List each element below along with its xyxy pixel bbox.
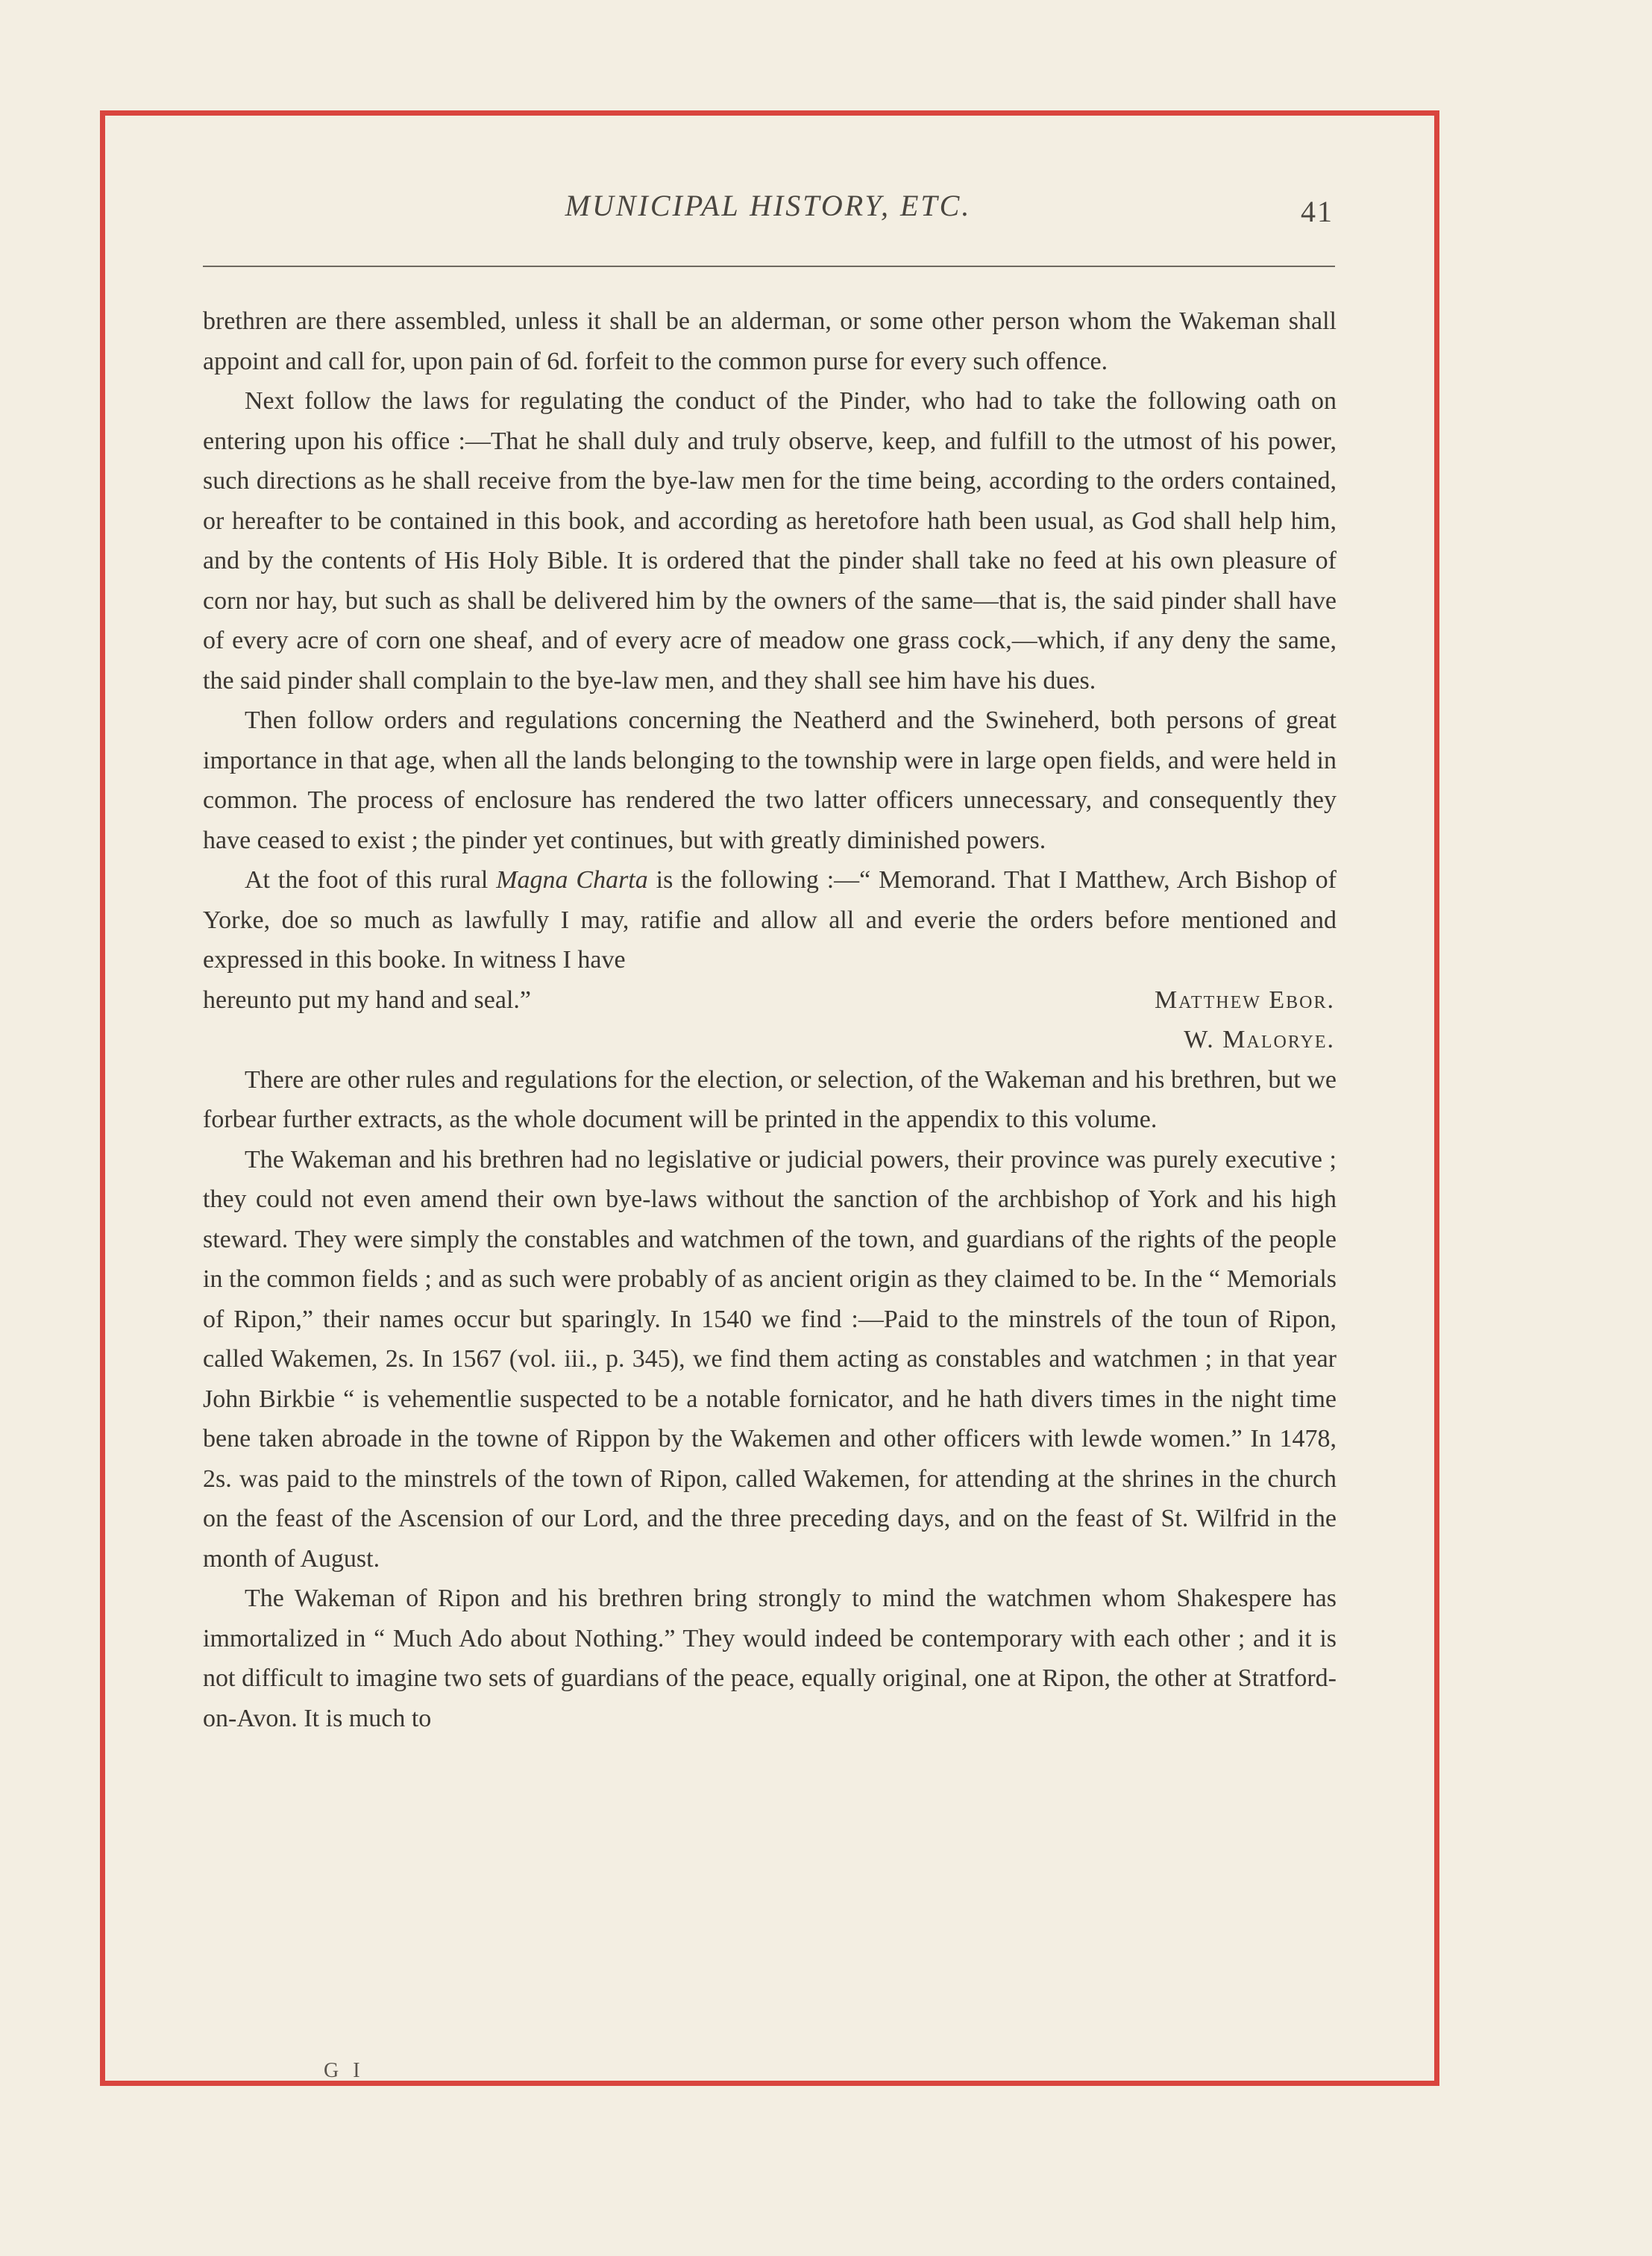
magna-charta-italic: Magna Charta (496, 866, 648, 894)
paragraph-4-rest: is the following :—“ Memorand. That I Matthew, Arch Bishop of Yorke, doe so much as lawfully I may, ratifie and allow all and everie the orders before mentioned and expressed in this booke. In witness I have (203, 866, 1337, 974)
paragraph-4-start: At the foot of this rural (245, 866, 497, 894)
paragraph-1: brethren are there assembled, unless it shall be an alderman, or some other person whom the Wakeman shall appoint and call for, upon pain of 6d. forfeit to the common purse for every such offence. (203, 307, 1337, 375)
header-rule (203, 266, 1335, 267)
signature-matthew-ebor: Matthew Ebor. (1155, 986, 1335, 1014)
signature-mark: G I (324, 2059, 365, 2082)
paragraph-7: The Wakeman of Ripon and his brethren bring strongly to mind the watchmen whom Shakespere has immortalized in “ Much Ado about Nothing.” They would indeed be contemporary with each other ; and it is not difficult to imagine two sets of guardians of the peace, equally original, one at Ripon, the other at Stratford-on-Avon. It is much to (203, 1585, 1337, 1732)
signature-malorye: W. Malorye. (1184, 1026, 1335, 1053)
paragraph-5: There are other rules and regulations for the election, or selection, of the Wakeman and his brethren, but we forbear further extracts, as the whole document will be printed in the appendix to this volume. (203, 1065, 1337, 1133)
paragraph-4-last-line: hereunto put my hand and seal.” (203, 986, 531, 1014)
page-number: 41 (1301, 195, 1334, 228)
paragraph-6: The Wakeman and his brethren had no legislative or judicial powers, their province was purely executive ; they could not even amend their own bye-laws without the sanction of the archbishop of York and his high steward. They were simply the constables and watchmen of the town, and guardians of the rights of the people in the common fields ; and as such were probably of as ancient origin as they claimed to be. In the “ Memorials of Ripon,” their names occur but sparingly. In 1540 we find :—Paid to the minstrels of the toun of Ripon, called Wakemen, 2s. In 1567 (vol. iii., p. 345), we find them acting as constables and watchmen ; in that year John Birkbie “ is vehementlie suspected to be a notable fornicator, and he hath divers times in the night time bene taken abroade in the towne of Rippon by the Wakemen and other officers with lewde women.” In 1478, 2s. was paid to the minstrels of the town of Ripon, called Wakemen, for attending at the shrines in the church on the feast of the Ascension of our Lord, and the three preceding days, and on the feast of St. Wilfrid in the month of August. (203, 1145, 1337, 1573)
paragraph-4 (203, 860, 1337, 980)
running-title: MUNICIPAL HISTORY, ETC. (565, 189, 972, 222)
paragraph-3: Then follow orders and regulations concerning the Neatherd and the Swineherd, both persons of great importance in that age, when all the lands belonging to the township were in large open fields, and were held in common. The process of enclosure has rendered the two latter officers unnecessary, and consequently they have ceased to exist ; the pinder yet continues, but with greatly diminished powers. (203, 706, 1337, 854)
body-text (203, 301, 1337, 1738)
paragraph-2: Next follow the laws for regulating the conduct of the Pinder, who had to take the following oath on entering upon his office :—That he shall duly and truly observe, keep, and fulfill to the utmost of his power, such directions as he shall receive from the bye-law men for the time being, according to the orders contained, or hereafter to be contained in this book, and according as heretofore hath been usual, as God shall help him, and by the contents of His Holy Bible. It is ordered that the pinder shall take no feed at his own pleasure of corn nor hay, but such as shall be delivered him by the owners of the same—that is, the said pinder shall have of every acre of corn one sheaf, and of every acre of meadow one grass cock,—which, if any deny the same, the said pinder shall complain to the bye-law men, and they shall see him have his dues. (203, 387, 1337, 695)
signature-line (203, 980, 1337, 1021)
